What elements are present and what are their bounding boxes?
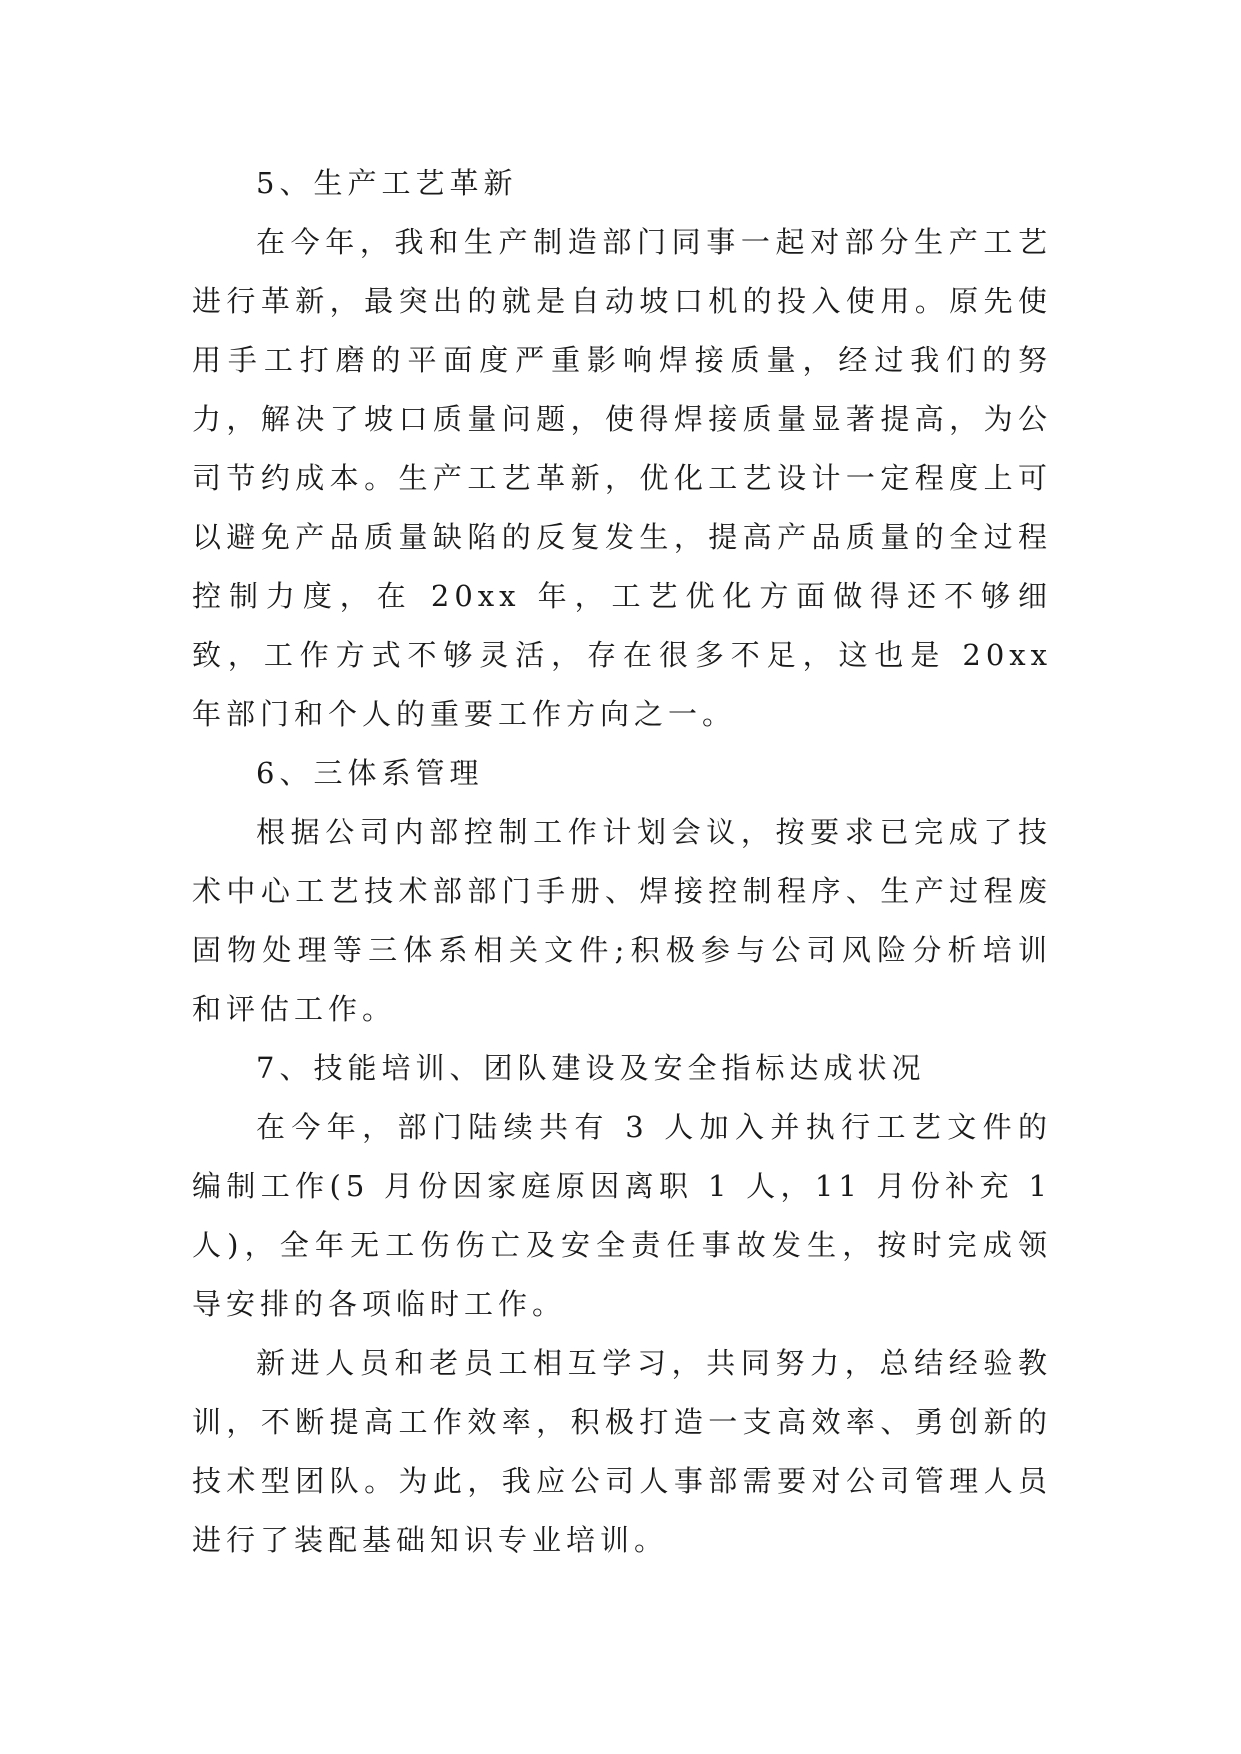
document-body: [192, 154, 1052, 1570]
section-7-paragraph-1: 在今年，部门陆续共有 3 人加入并执行工艺文件的编制工作(5 月份因家庭原因离职 1 人，11 月份补充 1 人)，全年无工伤伤亡及安全责任事故发生，按时完成领导安排的各项临时工作。: [192, 1110, 1052, 1321]
section-heading-5: 5、生产工艺革新: [256, 166, 518, 200]
section-heading-6: 6、三体系管理: [256, 756, 484, 790]
section-6-paragraph: 根据公司内部控制工作计划会议，按要求已完成了技术中心工艺技术部部门手册、焊接控制程序、生产过程废固物处理等三体系相关文件;积极参与公司风险分析培训和评估工作。: [192, 815, 1052, 1026]
section-5-paragraph: 在今年，我和生产制造部门同事一起对部分生产工艺进行革新，最突出的就是自动坡口机的投入使用。原先使用手工打磨的平面度严重影响焊接质量，经过我们的努力，解决了坡口质量问题，使得焊接质量显著提高，为公司节约成本。生产工艺革新，优化工艺设计一定程度上可以避免产品质量缺陷的反复发生，提高产品质量的全过程控制力度，在 20xx 年，工艺优化方面做得还不够细致，工作方式不够灵活，存在很多不足，这也是 20xx 年部门和个人的重要工作方向之一。: [192, 225, 1052, 731]
section-7-paragraph-2: 新进人员和老员工相互学习，共同努力，总结经验教训，不断提高工作效率，积极打造一支高效率、勇创新的技术型团队。为此，我应公司人事部需要对公司管理人员进行了装配基础知识专业培训。: [192, 1346, 1052, 1557]
section-heading-7: 7、技能培训、团队建设及安全指标达成状况: [256, 1051, 926, 1085]
